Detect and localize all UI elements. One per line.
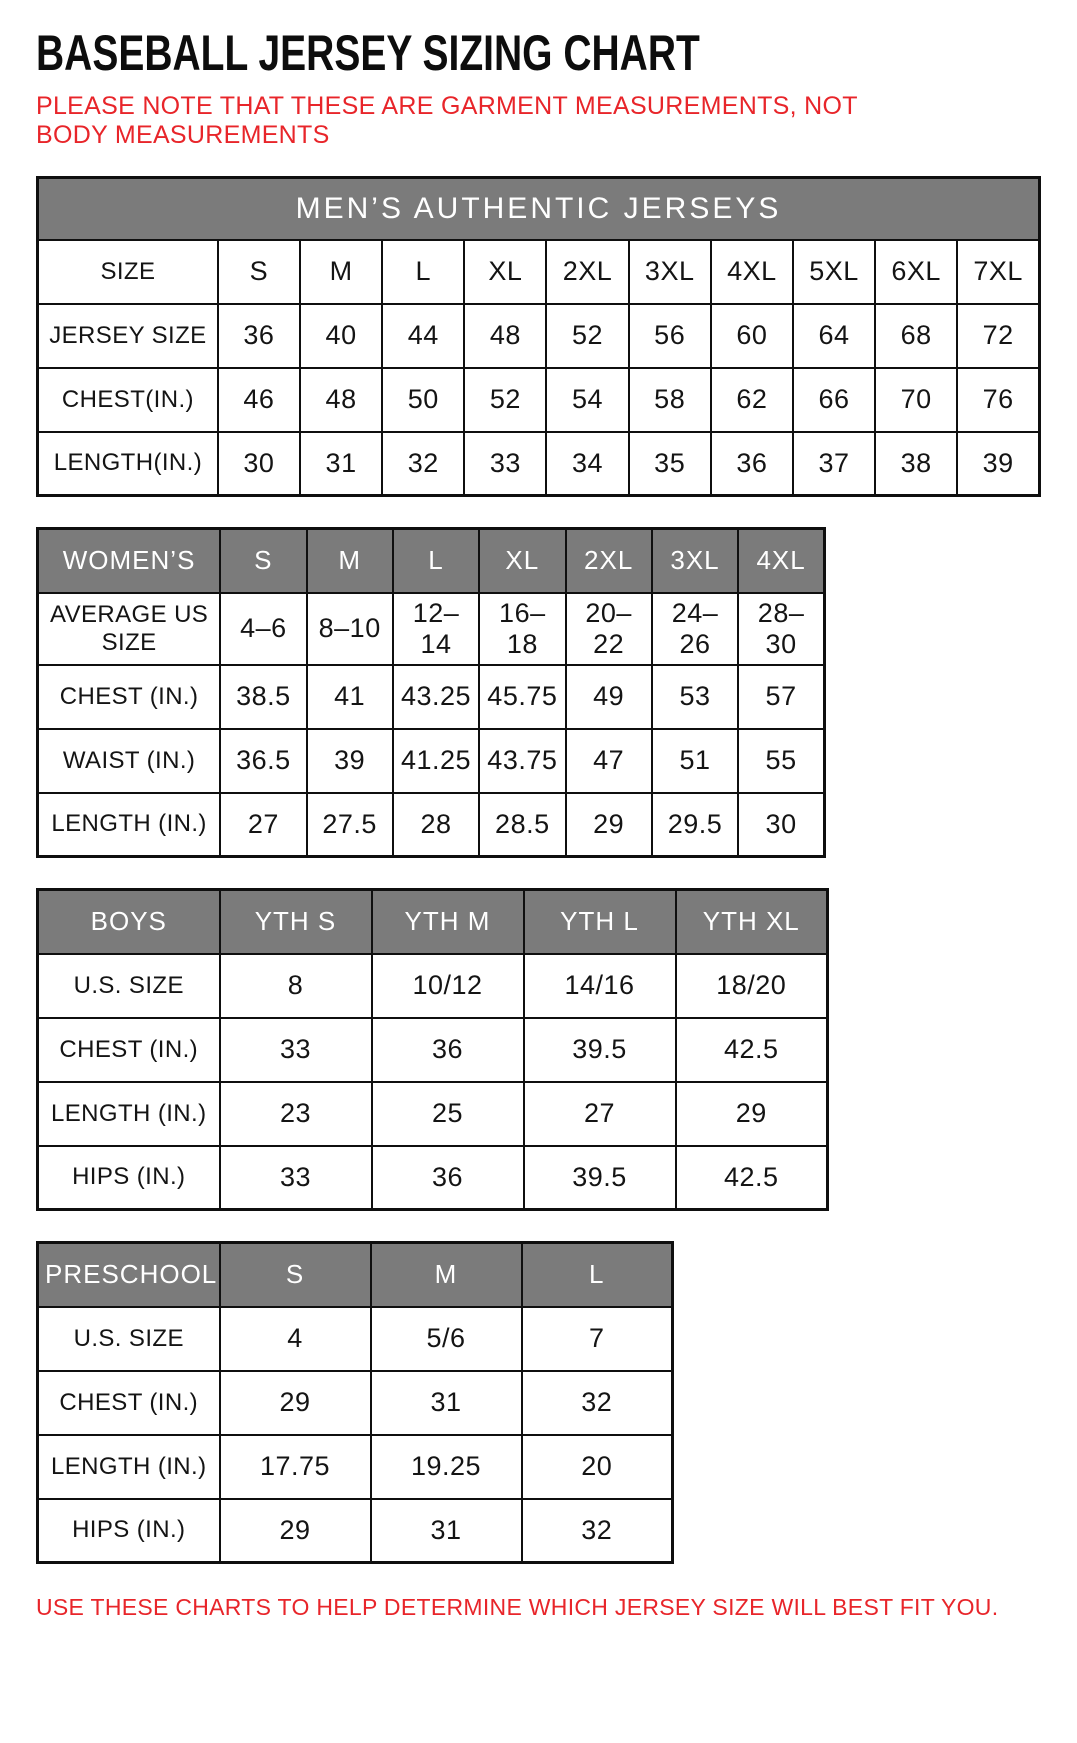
preschool-value-cell: 7 xyxy=(522,1307,673,1371)
preschool-value-cell: 31 xyxy=(371,1371,522,1435)
preschool-column-header: S xyxy=(220,1243,371,1307)
mens-value-cell: 2XL xyxy=(546,240,628,304)
preschool-row-label: CHEST (IN.) xyxy=(38,1371,220,1435)
mens-table-row xyxy=(38,432,1040,496)
mens-table-row xyxy=(38,240,1040,304)
womens-row-label: LENGTH (IN.) xyxy=(38,793,221,857)
mens-value-cell: 32 xyxy=(382,432,464,496)
preschool-table-row xyxy=(38,1435,673,1499)
preschool-header-label: PRESCHOOL xyxy=(38,1243,220,1307)
womens-value-cell: 41 xyxy=(307,665,393,729)
womens-column-header: 3XL xyxy=(652,529,738,593)
preschool-table-row xyxy=(38,1499,673,1563)
womens-value-cell: 29 xyxy=(566,793,652,857)
womens-value-cell: 28 xyxy=(393,793,479,857)
mens-value-cell: 76 xyxy=(957,368,1039,432)
womens-value-cell: 24–26 xyxy=(652,593,738,665)
boys-table-row xyxy=(38,1146,828,1210)
womens-value-cell: 43.75 xyxy=(479,729,565,793)
mens-value-cell: 6XL xyxy=(875,240,957,304)
mens-value-cell: S xyxy=(218,240,300,304)
preschool-value-cell: 4 xyxy=(220,1307,371,1371)
preschool-value-cell: 20 xyxy=(522,1435,673,1499)
mens-value-cell: 30 xyxy=(218,432,300,496)
womens-value-cell: 38.5 xyxy=(220,665,306,729)
womens-table-row xyxy=(38,593,825,665)
mens-value-cell: 62 xyxy=(711,368,793,432)
boys-value-cell: 29 xyxy=(676,1082,828,1146)
preschool-value-cell: 32 xyxy=(522,1371,673,1435)
preschool-table-row xyxy=(38,1371,673,1435)
womens-value-cell: 47 xyxy=(566,729,652,793)
boys-value-cell: 18/20 xyxy=(676,954,828,1018)
boys-value-cell: 39.5 xyxy=(524,1146,676,1210)
boys-value-cell: 8 xyxy=(220,954,372,1018)
boys-column-header: YTH M xyxy=(372,890,524,954)
womens-column-header: 4XL xyxy=(738,529,824,593)
mens-value-cell: 39 xyxy=(957,432,1039,496)
boys-table-row xyxy=(38,1018,828,1082)
womens-table-section xyxy=(36,527,1041,858)
womens-value-cell: 49 xyxy=(566,665,652,729)
mens-value-cell: 5XL xyxy=(793,240,875,304)
mens-value-cell: 7XL xyxy=(957,240,1039,304)
boys-value-cell: 25 xyxy=(372,1082,524,1146)
womens-value-cell: 20–22 xyxy=(566,593,652,665)
preschool-value-cell: 29 xyxy=(220,1499,371,1563)
mens-value-cell: 3XL xyxy=(629,240,711,304)
womens-value-cell: 28–30 xyxy=(738,593,824,665)
boys-value-cell: 36 xyxy=(372,1146,524,1210)
boys-value-cell: 42.5 xyxy=(676,1018,828,1082)
womens-row-label: AVERAGE US SIZE xyxy=(38,593,221,665)
preschool-row-label: LENGTH (IN.) xyxy=(38,1435,220,1499)
boys-value-cell: 42.5 xyxy=(676,1146,828,1210)
mens-row-label: SIZE xyxy=(38,240,218,304)
preschool-row-label: U.S. SIZE xyxy=(38,1307,220,1371)
womens-value-cell: 29.5 xyxy=(652,793,738,857)
page-subtitle: PLEASE NOTE THAT THESE ARE GARMENT MEASUREMENTS, NOT BODY MEASUREMENTS xyxy=(36,92,858,149)
preschool-row-label: HIPS (IN.) xyxy=(38,1499,220,1563)
womens-value-cell: 43.25 xyxy=(393,665,479,729)
boys-table-section xyxy=(36,888,1041,1211)
mens-value-cell: 50 xyxy=(382,368,464,432)
mens-table-section xyxy=(36,176,1041,497)
mens-value-cell: 60 xyxy=(711,304,793,368)
womens-value-cell: 4–6 xyxy=(220,593,306,665)
womens-value-cell: 27.5 xyxy=(307,793,393,857)
boys-table-row xyxy=(38,954,828,1018)
womens-row-label: WAIST (IN.) xyxy=(38,729,221,793)
womens-value-cell: 12–14 xyxy=(393,593,479,665)
preschool-value-cell: 29 xyxy=(220,1371,371,1435)
page-title: BASEBALL JERSEY SIZING CHART xyxy=(36,25,700,81)
boys-column-header: YTH L xyxy=(524,890,676,954)
womens-column-header: S xyxy=(220,529,306,593)
womens-table-row xyxy=(38,793,825,857)
womens-value-cell: 16–18 xyxy=(479,593,565,665)
mens-value-cell: L xyxy=(382,240,464,304)
mens-table-banner: MEN’S AUTHENTIC JERSEYS xyxy=(38,178,1040,240)
preschool-value-cell: 31 xyxy=(371,1499,522,1563)
preschool-column-header: L xyxy=(522,1243,673,1307)
boys-value-cell: 27 xyxy=(524,1082,676,1146)
boys-table-row xyxy=(38,1082,828,1146)
mens-value-cell: 36 xyxy=(218,304,300,368)
mens-table-row xyxy=(38,304,1040,368)
womens-column-header: 2XL xyxy=(566,529,652,593)
boys-sizing-table xyxy=(36,888,829,1211)
mens-value-cell: M xyxy=(300,240,382,304)
boys-column-header: YTH XL xyxy=(676,890,828,954)
womens-value-cell: 8–10 xyxy=(307,593,393,665)
womens-value-cell: 28.5 xyxy=(479,793,565,857)
mens-value-cell: XL xyxy=(464,240,546,304)
womens-column-header: M xyxy=(307,529,393,593)
mens-value-cell: 37 xyxy=(793,432,875,496)
womens-row-label: CHEST (IN.) xyxy=(38,665,221,729)
preschool-value-cell: 17.75 xyxy=(220,1435,371,1499)
mens-value-cell: 66 xyxy=(793,368,875,432)
boys-value-cell: 33 xyxy=(220,1146,372,1210)
preschool-value-cell: 5/6 xyxy=(371,1307,522,1371)
mens-value-cell: 54 xyxy=(546,368,628,432)
mens-value-cell: 35 xyxy=(629,432,711,496)
preschool-value-cell: 19.25 xyxy=(371,1435,522,1499)
womens-value-cell: 57 xyxy=(738,665,824,729)
womens-column-header: XL xyxy=(479,529,565,593)
womens-column-header: L xyxy=(393,529,479,593)
womens-header-label: WOMEN’S xyxy=(38,529,221,593)
preschool-value-cell: 32 xyxy=(522,1499,673,1563)
mens-table-row xyxy=(38,368,1040,432)
boys-row-label: U.S. SIZE xyxy=(38,954,220,1018)
mens-value-cell: 48 xyxy=(464,304,546,368)
womens-value-cell: 45.75 xyxy=(479,665,565,729)
mens-value-cell: 4XL xyxy=(711,240,793,304)
mens-sizing-table xyxy=(36,176,1041,497)
preschool-table-section xyxy=(36,1241,1041,1564)
mens-row-label: JERSEY SIZE xyxy=(38,304,218,368)
mens-value-cell: 52 xyxy=(546,304,628,368)
boys-value-cell: 39.5 xyxy=(524,1018,676,1082)
boys-row-label: CHEST (IN.) xyxy=(38,1018,220,1082)
mens-value-cell: 40 xyxy=(300,304,382,368)
boys-value-cell: 14/16 xyxy=(524,954,676,1018)
boys-header-label: BOYS xyxy=(38,890,220,954)
womens-value-cell: 39 xyxy=(307,729,393,793)
mens-value-cell: 70 xyxy=(875,368,957,432)
womens-value-cell: 27 xyxy=(220,793,306,857)
mens-value-cell: 64 xyxy=(793,304,875,368)
mens-value-cell: 58 xyxy=(629,368,711,432)
boys-value-cell: 33 xyxy=(220,1018,372,1082)
mens-value-cell: 56 xyxy=(629,304,711,368)
womens-value-cell: 30 xyxy=(738,793,824,857)
mens-row-label: LENGTH(IN.) xyxy=(38,432,218,496)
mens-value-cell: 36 xyxy=(711,432,793,496)
womens-value-cell: 36.5 xyxy=(220,729,306,793)
boys-row-label: HIPS (IN.) xyxy=(38,1146,220,1210)
preschool-sizing-table xyxy=(36,1241,674,1564)
mens-value-cell: 46 xyxy=(218,368,300,432)
mens-value-cell: 33 xyxy=(464,432,546,496)
womens-table-row xyxy=(38,665,825,729)
boys-value-cell: 23 xyxy=(220,1082,372,1146)
mens-value-cell: 38 xyxy=(875,432,957,496)
preschool-table-row xyxy=(38,1307,673,1371)
womens-value-cell: 53 xyxy=(652,665,738,729)
womens-value-cell: 55 xyxy=(738,729,824,793)
mens-value-cell: 68 xyxy=(875,304,957,368)
womens-value-cell: 41.25 xyxy=(393,729,479,793)
womens-table-row xyxy=(38,729,825,793)
mens-value-cell: 34 xyxy=(546,432,628,496)
mens-value-cell: 31 xyxy=(300,432,382,496)
womens-sizing-table xyxy=(36,527,826,858)
boys-column-header: YTH S xyxy=(220,890,372,954)
mens-value-cell: 72 xyxy=(957,304,1039,368)
preschool-column-header: M xyxy=(371,1243,522,1307)
page-footer: USE THESE CHARTS TO HELP DETERMINE WHICH JERSEY SIZE WILL BEST FIT YOU. xyxy=(36,1594,999,1620)
mens-row-label: CHEST(IN.) xyxy=(38,368,218,432)
womens-value-cell: 51 xyxy=(652,729,738,793)
mens-value-cell: 44 xyxy=(382,304,464,368)
mens-value-cell: 52 xyxy=(464,368,546,432)
mens-value-cell: 48 xyxy=(300,368,382,432)
boys-value-cell: 36 xyxy=(372,1018,524,1082)
boys-value-cell: 10/12 xyxy=(372,954,524,1018)
boys-row-label: LENGTH (IN.) xyxy=(38,1082,220,1146)
